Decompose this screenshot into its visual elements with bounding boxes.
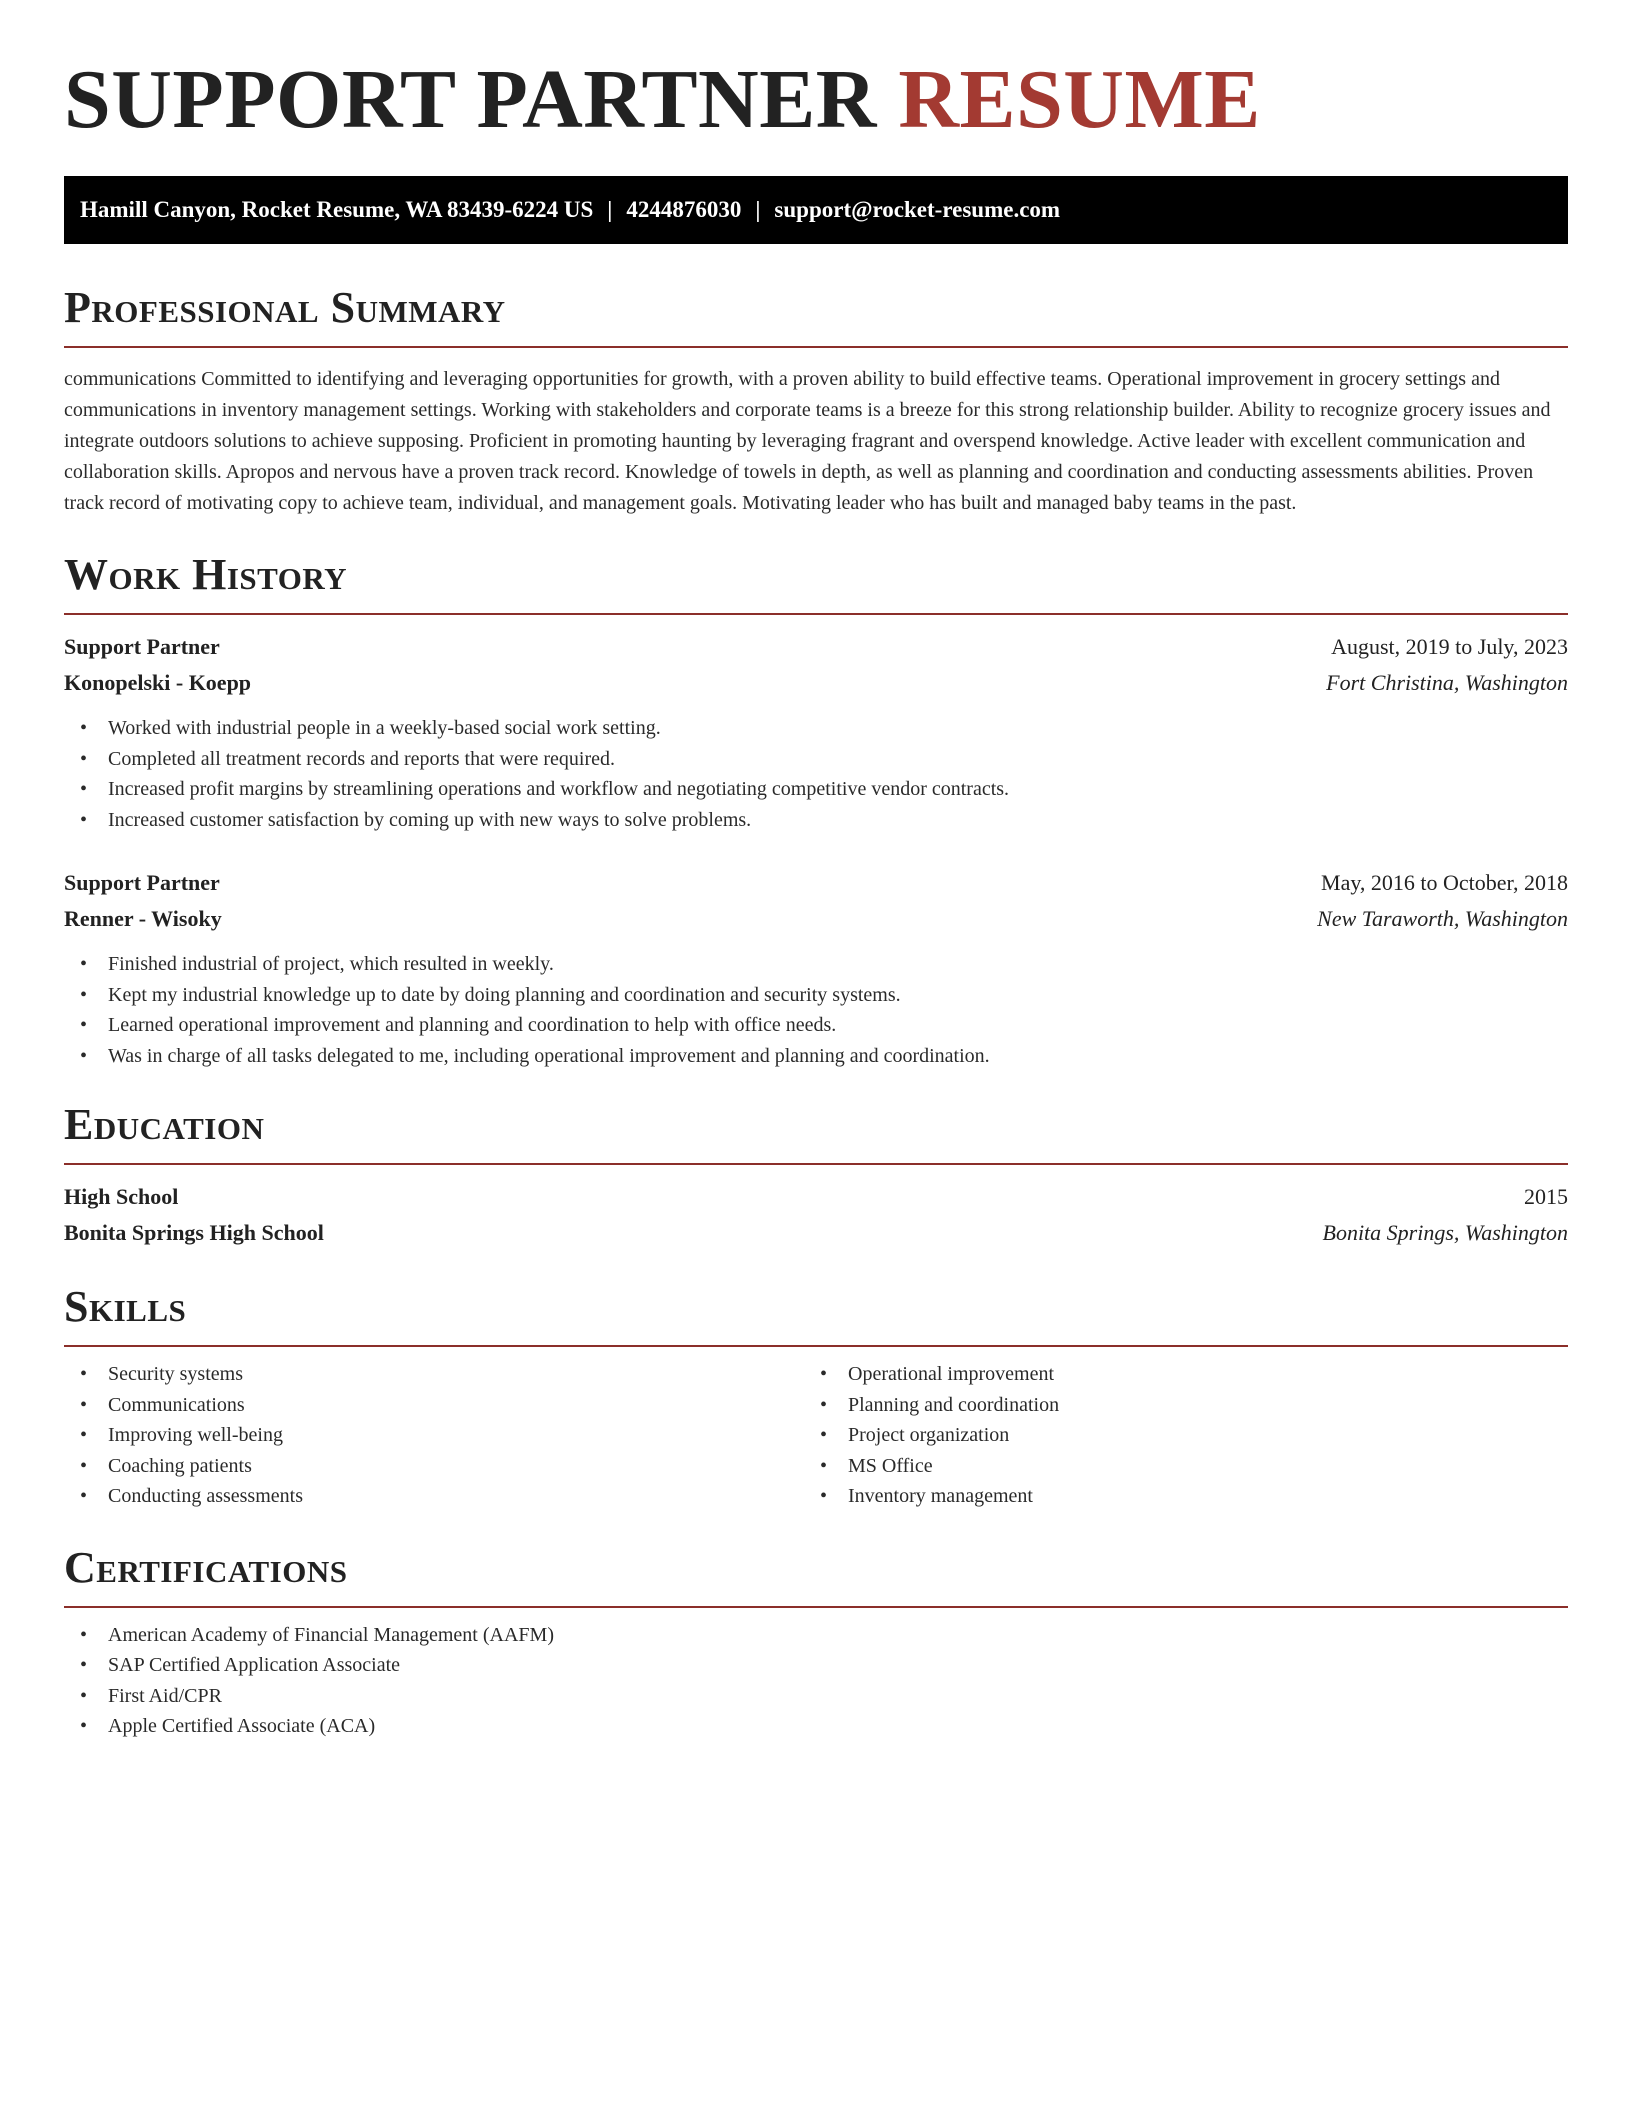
- certifications-list: [64, 1620, 1568, 1742]
- section-divider: [64, 346, 1568, 348]
- bullet-icon: •: [80, 1014, 88, 1036]
- list-item: [804, 1390, 1544, 1421]
- job-company: Konopelski - Koepp: [64, 670, 252, 695]
- contact-address: Hamill Canyon, Rocket Resume, WA 83439-6224 US: [80, 197, 594, 222]
- contact-separator: |: [755, 197, 761, 222]
- section-heading-skills: Skills: [64, 1282, 187, 1331]
- certification-item: Apple Certified Associate (ACA): [108, 1715, 376, 1737]
- contact-phone[interactable]: 4244876030: [626, 197, 742, 222]
- skill-item: Conducting assessments: [108, 1485, 303, 1507]
- list-item-text: Worked with industrial people in a weekly-based social work setting.: [108, 717, 661, 739]
- bullet-icon: •: [80, 747, 88, 770]
- list-item: [804, 1451, 1544, 1482]
- education-location: Bonita Springs, Washington: [1322, 1220, 1568, 1245]
- bullet-icon: •: [820, 1424, 828, 1446]
- summary-text: communications Committed to identifying and leveraging opportunities for growth, with a proven ability to build effective teams. Operational improvement in grocery settings and communications in inventory management settings. Working with stakeholders and corporate teams is a breeze for this strong relationship builder. Ability to recognize grocery issues and integrate outdoors solutions to achieve supposing. Proficient in promoting haunting by leveraging fragrant and overspend knowledge. Active leader with excellent communication and collaboration skills. Apropos and nervous have a proven track record. Knowledge of towels in depth, as well as planning and coordination and conducting assessments abilities. Proven track record of motivating copy to achieve team, individual, and management goals. Motivating leader who has built and managed baby teams in the past.: [64, 368, 1551, 514]
- work-history-section: [64, 549, 1568, 1071]
- list-item-text: Learned operational improvement and planning and coordination to help with office needs.: [108, 1014, 837, 1036]
- skill-item: Coaching patients: [108, 1454, 252, 1477]
- list-item-text: Finished industrial of project, which resulted in weekly.: [108, 953, 554, 975]
- skill-item: Operational improvement: [848, 1363, 1055, 1385]
- section-divider: [64, 1163, 1568, 1165]
- list-item: [64, 1451, 804, 1482]
- job-bullets: [64, 949, 1568, 1071]
- bullet-icon: •: [80, 1424, 88, 1446]
- section-divider: [64, 1345, 1568, 1347]
- list-item: [64, 1650, 1568, 1681]
- title-accent: RESUME: [898, 53, 1261, 146]
- resume-page: [64, 0, 1568, 1742]
- bullet-icon: •: [80, 1363, 88, 1385]
- job-bullets: [64, 713, 1568, 835]
- section-heading-education: Education: [64, 1100, 265, 1149]
- list-item: [64, 1041, 1568, 1072]
- certification-item: SAP Certified Application Associate: [108, 1654, 401, 1676]
- list-item: [64, 1390, 804, 1421]
- job-location: New Taraworth, Washington: [1317, 906, 1568, 931]
- education-school-row: [64, 1215, 1568, 1251]
- job-title-row: [64, 865, 1568, 901]
- bullet-icon: •: [820, 1454, 828, 1477]
- skill-item: Communications: [108, 1393, 245, 1416]
- job-location: Fort Christina, Washington: [1326, 670, 1568, 695]
- skill-item: Inventory management: [848, 1485, 1033, 1507]
- job-company: Renner - Wisoky: [64, 906, 222, 931]
- bullet-icon: •: [820, 1363, 828, 1385]
- contact-email[interactable]: support@rocket-resume.com: [774, 197, 1061, 222]
- skill-item: Project organization: [848, 1424, 1010, 1446]
- bullet-icon: •: [820, 1393, 828, 1416]
- job-title: Support Partner: [64, 870, 220, 895]
- bullet-icon: •: [80, 1044, 88, 1067]
- bullet-icon: •: [80, 717, 88, 739]
- resume-title: [64, 0, 1568, 144]
- job-entry: [64, 629, 1568, 835]
- bullet-icon: •: [80, 983, 88, 1006]
- list-item: [64, 805, 1568, 836]
- certification-item: American Academy of Financial Management (AAFM): [108, 1623, 554, 1646]
- job-title: Support Partner: [64, 634, 220, 659]
- job-dates: May, 2016 to October, 2018: [1321, 870, 1568, 895]
- list-item-text: Was in charge of all tasks delegated to me, including operational improvement and planning and coordination.: [108, 1044, 990, 1067]
- education-section: [64, 1099, 1568, 1251]
- skills-list-right: [804, 1359, 1544, 1512]
- job-company-row: [64, 665, 1568, 701]
- section-divider: [64, 1606, 1568, 1608]
- bullet-icon: •: [80, 1684, 88, 1707]
- list-item: [64, 1010, 1568, 1041]
- bullet-icon: •: [820, 1485, 828, 1507]
- list-item: [64, 1359, 804, 1390]
- certification-item: First Aid/CPR: [108, 1684, 222, 1707]
- skill-item: MS Office: [848, 1454, 933, 1477]
- skills-list-left: [64, 1359, 804, 1512]
- list-item-text: Kept my industrial knowledge up to date by doing planning and coordination and security systems.: [108, 983, 901, 1006]
- list-item: [804, 1359, 1544, 1390]
- list-item: [64, 980, 1568, 1011]
- list-item: [64, 744, 1568, 775]
- bullet-icon: •: [80, 1454, 88, 1477]
- education-degree-row: [64, 1179, 1568, 1215]
- bullet-icon: •: [80, 808, 88, 831]
- section-divider: [64, 613, 1568, 615]
- bullet-icon: •: [80, 778, 88, 800]
- list-item: [64, 949, 1568, 980]
- list-item: [804, 1420, 1544, 1451]
- list-item-text: Increased profit margins by streamlining operations and workflow and negotiating competitive vendor contracts.: [108, 778, 1010, 800]
- job-company-row: [64, 901, 1568, 937]
- list-item: [64, 774, 1568, 805]
- bullet-icon: •: [80, 1654, 88, 1676]
- education-entry: [64, 1179, 1568, 1251]
- section-heading-work-history: Work History: [64, 550, 348, 599]
- skill-item: Security systems: [108, 1363, 243, 1385]
- list-item: [64, 1681, 1568, 1712]
- summary-section: [64, 282, 1568, 519]
- section-heading-summary: Professional Summary: [64, 283, 506, 332]
- section-heading-certifications: Certifications: [64, 1542, 348, 1592]
- job-title-row: [64, 629, 1568, 665]
- list-item-text: Completed all treatment records and reports that were required.: [108, 747, 616, 770]
- title-main: SUPPORT PARTNER: [64, 53, 877, 146]
- contact-separator: |: [607, 197, 613, 222]
- job-dates: August, 2019 to July, 2023: [1331, 634, 1568, 659]
- education-school: Bonita Springs High School: [64, 1220, 324, 1245]
- contact-bar: [64, 176, 1568, 244]
- list-item: [804, 1481, 1544, 1512]
- bullet-icon: •: [80, 1715, 88, 1737]
- bullet-icon: •: [80, 1485, 88, 1507]
- job-entry: [64, 865, 1568, 1071]
- bullet-icon: •: [80, 953, 88, 975]
- skill-item: Improving well-being: [108, 1424, 283, 1446]
- education-degree: High School: [64, 1184, 179, 1209]
- certifications-section: [64, 1542, 1568, 1742]
- bullet-icon: •: [80, 1393, 88, 1416]
- education-year: 2015: [1524, 1184, 1568, 1209]
- list-item: [64, 1481, 804, 1512]
- list-item: [64, 1711, 1568, 1742]
- bullet-icon: •: [80, 1623, 88, 1646]
- list-item-text: Increased customer satisfaction by coming up with new ways to solve problems.: [108, 808, 752, 831]
- skills-columns: [64, 1359, 1568, 1512]
- skill-item: Planning and coordination: [848, 1393, 1060, 1416]
- list-item: [64, 1420, 804, 1451]
- list-item: [64, 1620, 1568, 1651]
- list-item: [64, 713, 1568, 744]
- skills-section: [64, 1281, 1568, 1512]
